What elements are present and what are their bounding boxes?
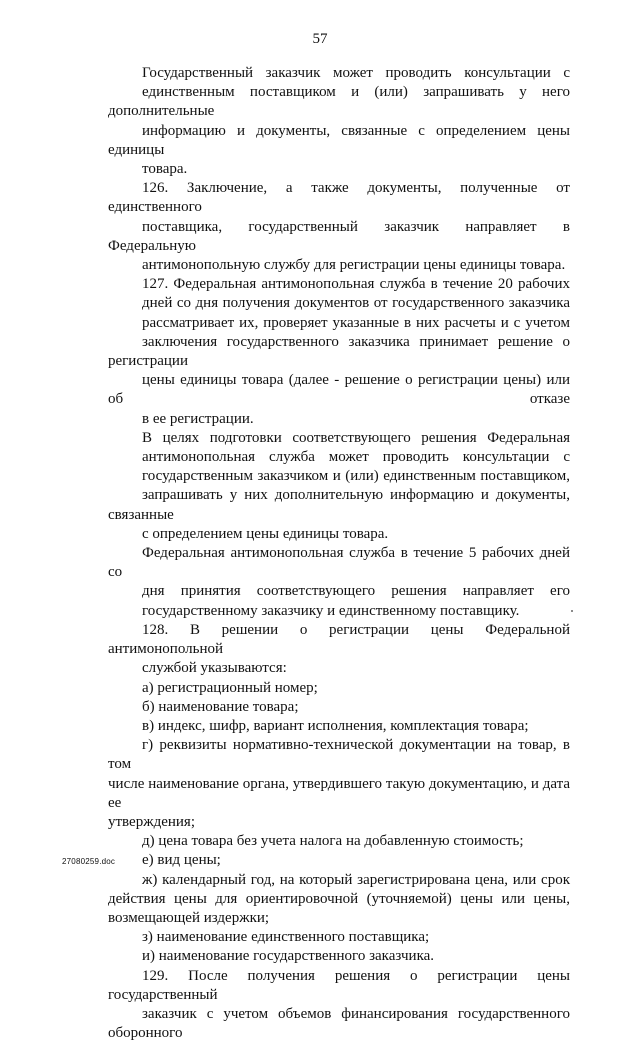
- text-line: 126. Заключение, а также документы, полученные от единственного: [108, 180, 570, 216]
- document-file-id: 27080259.doc: [62, 857, 116, 866]
- text-line: числе наименование органа, утвердившего такую документацию, и дата ее: [108, 775, 570, 811]
- text-line: и) наименование государственного заказчика.: [142, 948, 435, 965]
- text-line: Государственный заказчик может проводить консультации с: [142, 65, 570, 81]
- paragraph: [108, 544, 570, 621]
- text-line: 129. После получения решения о регистрации цены государственный: [108, 967, 570, 1003]
- text-line: заключения государственного заказчика принимает решение о регистрации: [108, 333, 570, 370]
- text-line: утверждения;: [108, 813, 195, 830]
- text-line: государственным заказчиком и (или) единственным поставщиком,: [142, 468, 570, 485]
- text-line: действия цены для ориентировочной (уточняемой) цены или цены,: [108, 890, 570, 907]
- text-line: 127. Федеральная антимонопольная служба в течение 20 рабочих: [142, 276, 570, 293]
- text-line: е) вид цены;: [142, 852, 221, 869]
- list-item: [108, 928, 570, 947]
- text-line: а) регистрационный номер;: [142, 679, 318, 696]
- text-line: ж) календарный год, на который зарегистрирована цена, или срок: [142, 871, 570, 888]
- text-line: запрашивать у них дополнительную информацию и документы, связанные: [108, 487, 570, 523]
- text-line: В целях подготовки соответствующего решения Федеральная: [142, 429, 570, 446]
- list-item: [108, 679, 570, 698]
- text-line: дней со дня получения документов от государственного заказчика: [142, 295, 570, 312]
- paragraph: [108, 275, 570, 429]
- paragraph: [108, 179, 570, 275]
- list-item: [108, 947, 570, 966]
- text-line: товара.: [142, 161, 188, 178]
- text-line: 128. В решении о регистрации цены Федеральной антимонопольной: [108, 621, 570, 658]
- text-line: заказчик с учетом объемов финансирования государственного оборонного: [108, 1005, 570, 1042]
- document-body: [108, 64, 570, 1043]
- list-item: [108, 871, 570, 929]
- text-line: государственному заказчику и единственному поставщику.: [142, 602, 520, 619]
- text-line: Федеральная антимонопольная служба в течение 5 рабочих дней со: [108, 545, 570, 581]
- paragraph: [108, 967, 570, 1043]
- page-number: 57: [312, 31, 328, 47]
- text-line: г) реквизиты нормативно-технической документации на товар, в том: [108, 737, 570, 773]
- text-line: дня принятия соответствующего решения направляет его: [142, 583, 570, 600]
- text-line: информацию и документы, связанные с определением цены единицы: [108, 122, 570, 158]
- list-item: [108, 736, 570, 832]
- paragraph: [108, 429, 570, 544]
- list-item: [108, 832, 570, 851]
- text-line: рассматривает их, проверяет указанные в них расчеты и с учетом: [142, 314, 570, 331]
- paragraph: [108, 621, 570, 679]
- scan-speck: [571, 610, 573, 612]
- text-line: поставщика, государственный заказчик направляет в Федеральную: [108, 218, 570, 254]
- text-line: антимонопольную службу для регистрации цены единицы товара.: [142, 257, 566, 274]
- text-line: д) цена товара без учета налога на добавленную стоимость;: [142, 833, 524, 850]
- paragraph: [108, 64, 570, 179]
- text-line: з) наименование единственного поставщика;: [142, 929, 430, 946]
- text-line: службой указываются:: [142, 660, 287, 677]
- text-line: цены единицы товара (далее - решение о регистрации цены) или об отказе: [108, 372, 570, 408]
- text-line: в) индекс, шифр, вариант исполнения, комплектация товара;: [142, 717, 529, 734]
- text-line: возмещающей издержки;: [108, 909, 270, 926]
- text-line: с определением цены единицы товара.: [142, 525, 389, 542]
- text-line: в ее регистрации.: [142, 410, 254, 427]
- list-item: [108, 698, 570, 717]
- text-line: единственным поставщиком и (или) запрашивать у него дополнительные: [108, 84, 570, 120]
- text-line: антимонопольная служба может проводить консультации с: [142, 449, 570, 466]
- text-line: б) наименование товара;: [142, 698, 299, 715]
- list-item: [108, 717, 570, 736]
- list-item: [108, 851, 570, 870]
